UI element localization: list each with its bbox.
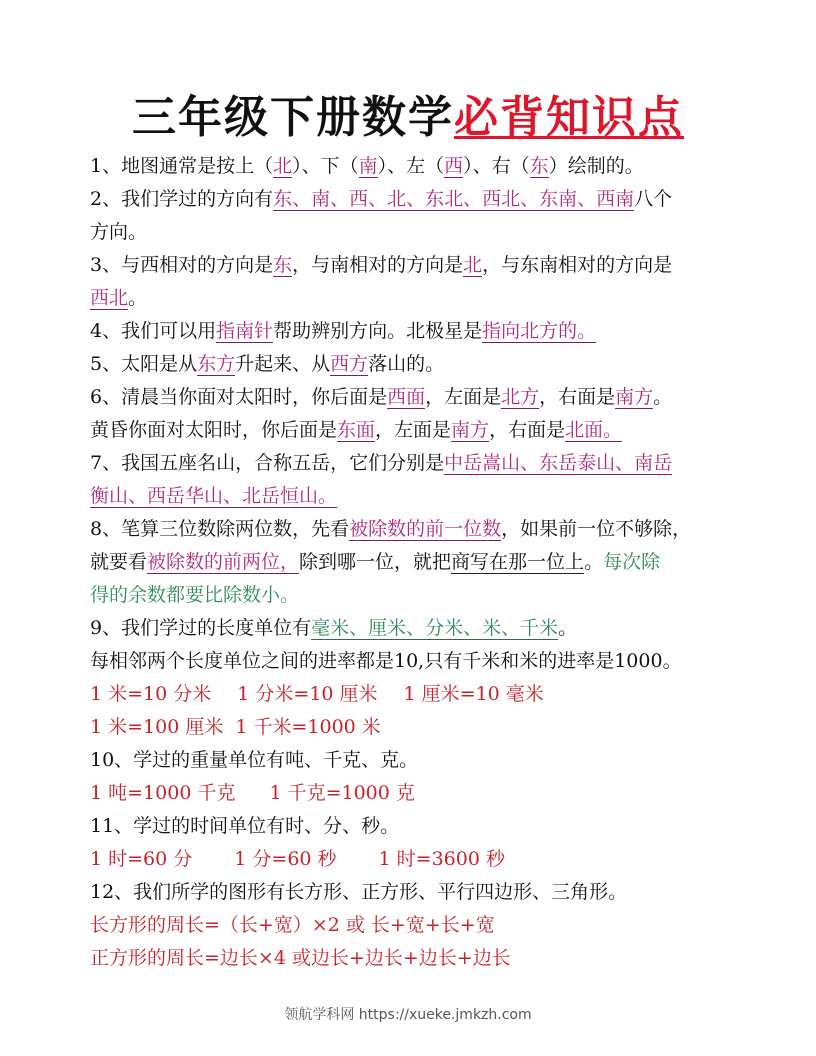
point-2 — [90, 183, 720, 216]
text: 黄昏你面对太阳时，你后面是 — [90, 419, 338, 441]
text: ，与南相对的方向是 — [292, 254, 464, 276]
answer: 西方 — [330, 353, 369, 375]
conversion: 1 千米=1000 米 — [235, 716, 381, 738]
answer: 东面 — [337, 419, 376, 441]
text: ，右面是 — [539, 386, 616, 408]
square-perimeter — [90, 942, 720, 975]
text: 。 — [558, 617, 578, 639]
text: 9、我们学过的长度单位有 — [90, 617, 312, 639]
length-conversions-2 — [90, 711, 720, 744]
point-9-rate — [90, 645, 720, 678]
text: 1、地图通常是按上（ — [90, 155, 274, 177]
text: 10、学过的重量单位有吨、千克、克。 — [90, 749, 419, 771]
answer: 南 — [358, 155, 378, 177]
text: 5、太阳是从 — [90, 353, 198, 375]
point-2-cont — [90, 216, 720, 249]
formula: 正方形的周长=边长×4 或边长+边长+边长+边长 — [90, 947, 511, 969]
title-highlight: 必背知识点 — [454, 92, 684, 143]
text: 3、与西相对的方向是 — [90, 254, 274, 276]
text: ，左面是 — [375, 419, 452, 441]
point-11 — [90, 810, 720, 843]
answer: 中岳嵩山、东岳泰山、南岳 — [444, 452, 673, 474]
text: ）、右（ — [463, 155, 530, 177]
point-3 — [90, 249, 720, 282]
text: 。 — [584, 551, 604, 573]
text: ）绘制的。 — [548, 155, 644, 177]
conversion: 1 分米=10 厘米 — [237, 683, 378, 705]
point-12 — [90, 876, 720, 909]
answer: 北 — [463, 254, 483, 276]
text: 6、清晨当你面对太阳时，你后面是 — [90, 386, 388, 408]
green-note: 每次除 — [603, 551, 661, 573]
text: 升起来、从 — [235, 353, 331, 375]
rectangle-perimeter — [90, 909, 720, 942]
answer: 西面 — [387, 386, 426, 408]
text: 8、笔算三位数除两位数，先看 — [90, 518, 350, 540]
point-7 — [90, 447, 720, 480]
answer: 西 — [444, 155, 464, 177]
answer: 北面。 — [565, 419, 623, 441]
text: 八个 — [634, 188, 673, 210]
underlined-text: 商写在那一位上 — [451, 551, 585, 573]
footer-watermark: 领航学科网 https://xueke.jmkzh.com — [284, 1007, 532, 1023]
text: 落山的。 — [368, 353, 445, 375]
length-conversions-1 — [90, 678, 720, 711]
conversion: 1 千克=1000 克 — [269, 782, 415, 804]
point-6-cont — [90, 414, 720, 447]
answer: 北方 — [501, 386, 540, 408]
point-3-cont — [90, 282, 720, 315]
answer: 南方 — [615, 386, 654, 408]
answer: 南方 — [451, 419, 490, 441]
text: 每相邻两个长度单位之间的进率都是10,只有千米和米的进率是1000。 — [90, 650, 682, 672]
answer: 东 — [529, 155, 549, 177]
point-8-note — [90, 579, 720, 612]
text: 7、我国五座名山，合称五岳，它们分别是 — [90, 452, 445, 474]
green-note: 得的余数都要比除数小。 — [90, 584, 300, 606]
conversion: 1 米=100 厘米 — [90, 716, 224, 738]
answer: 衡山、西岳华山、北岳恒山。 — [90, 485, 338, 507]
page-title — [0, 88, 816, 148]
point-4 — [90, 315, 720, 348]
text: 除到哪一位，就把 — [299, 551, 452, 573]
text: 2、我们学过的方向有 — [90, 188, 274, 210]
point-8 — [90, 513, 720, 546]
text: ，右面是 — [489, 419, 566, 441]
answer: 北 — [273, 155, 293, 177]
answer: 东 — [273, 254, 293, 276]
answer: 东、南、西、北、东北、西北、东南、西南 — [273, 188, 635, 210]
point-7-cont — [90, 480, 720, 513]
knowledge-points — [90, 150, 720, 969]
answer: 指南针 — [216, 320, 274, 342]
point-1 — [90, 150, 720, 183]
text: 方向。 — [90, 221, 148, 243]
formula: 长方形的周长=（长+宽）×2 或 长+宽+长+宽 — [90, 914, 495, 936]
text: 12、我们所学的图形有长方形、正方形、平行四边形、三角形。 — [90, 881, 628, 903]
conversion: 1 时=60 分 — [90, 848, 193, 870]
answer: 被除数的前两位， — [147, 551, 300, 573]
answer: 被除数的前一位数 — [349, 518, 502, 540]
text: ）、左（ — [377, 155, 445, 177]
text: 帮助辨别方向。北极星是 — [273, 320, 483, 342]
point-5 — [90, 348, 720, 381]
conversion: 1 时=3600 秒 — [378, 848, 505, 870]
point-9 — [90, 612, 720, 645]
weight-conversions — [90, 777, 720, 810]
answer: 指向北方的。 — [482, 320, 597, 342]
conversion: 1 米=10 分米 — [90, 683, 212, 705]
text: ，与东南相对的方向是 — [482, 254, 673, 276]
text: 4、我们可以用 — [90, 320, 217, 342]
answer: 毫米、厘米、分米、米、千米 — [311, 617, 559, 639]
text: 就要看 — [90, 551, 148, 573]
text: ）、下（ — [292, 155, 359, 177]
answer: 东方 — [197, 353, 236, 375]
answer: 西北 — [90, 287, 129, 309]
text: 11、学过的时间单位有时、分、秒。 — [90, 815, 400, 837]
text: 。 — [653, 386, 673, 408]
title-main: 三年级下册数学 — [132, 92, 454, 143]
point-8-cont — [90, 546, 720, 579]
text: 。 — [128, 287, 148, 309]
point-10 — [90, 744, 720, 777]
text: ，左面是 — [425, 386, 502, 408]
conversion: 1 厘米=10 毫米 — [403, 683, 544, 705]
point-6 — [90, 381, 720, 414]
text: ，如果前一位不够除， — [501, 518, 692, 540]
time-conversions — [90, 843, 720, 876]
conversion: 1 吨=1000 千克 — [90, 782, 236, 804]
conversion: 1 分=60 秒 — [234, 848, 337, 870]
